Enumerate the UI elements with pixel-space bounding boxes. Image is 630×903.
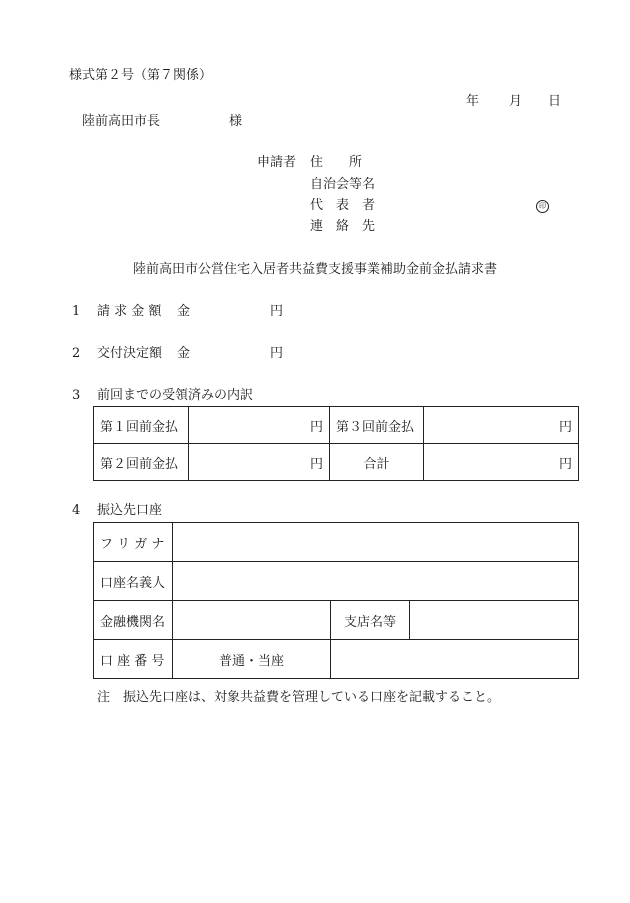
- addressee-honorific: 様: [229, 114, 243, 129]
- date-month: 月: [509, 94, 523, 109]
- footnote: 注 振込先口座は、対象共益費を管理している口座を記載すること。: [97, 690, 501, 705]
- item1-kin: 金: [177, 304, 191, 319]
- prepayment-table: [93, 406, 579, 481]
- bank-name-field[interactable]: [173, 601, 331, 640]
- item4-label: 振込先口座: [97, 503, 163, 518]
- applicant-representative-label: 代 表 者: [310, 198, 376, 213]
- account-number-field[interactable]: [331, 640, 579, 679]
- total-label: 合計: [330, 444, 424, 481]
- furigana-label: フ リ ガ ナ: [94, 523, 173, 562]
- item2-yen: 円: [270, 346, 284, 361]
- item2-kin: 金: [177, 346, 191, 361]
- prepay-2-label: 第２回前金払: [94, 444, 189, 481]
- item3-label: 前回までの受領済みの内訳: [97, 388, 254, 403]
- prepay-1-value[interactable]: 円: [189, 407, 330, 444]
- item1-label: 請 求 金 額: [97, 304, 162, 319]
- branch-name-field[interactable]: [410, 601, 579, 640]
- prepay-3-label: 第３回前金払: [330, 407, 424, 444]
- item1-yen: 円: [270, 304, 284, 319]
- branch-name-label: 支店名等: [331, 601, 410, 640]
- account-holder-label: 口座名義人: [94, 562, 173, 601]
- date-year: 年: [466, 94, 480, 109]
- applicant-association-label: 自治会等名: [310, 177, 376, 192]
- table-row: [94, 562, 579, 601]
- prepay-2-value[interactable]: 円: [189, 444, 330, 481]
- account-type-field[interactable]: 普通・当座: [173, 640, 331, 679]
- total-value[interactable]: 円: [424, 444, 579, 481]
- applicant-label: 申請者: [257, 155, 297, 170]
- seal-icon: 印: [536, 200, 549, 213]
- account-holder-field[interactable]: [173, 562, 579, 601]
- item4-number: 4: [72, 503, 81, 518]
- table-row: [94, 444, 579, 481]
- bank-account-table: [93, 522, 579, 679]
- applicant-address-label: 住 所: [310, 155, 363, 170]
- table-row: [94, 407, 579, 444]
- item3-number: 3: [72, 388, 81, 403]
- prepay-3-value[interactable]: 円: [424, 407, 579, 444]
- applicant-contact-label: 連 絡 先: [310, 219, 376, 234]
- bank-name-label: 金融機関名: [94, 601, 173, 640]
- table-row: [94, 601, 579, 640]
- item1-number: 1: [72, 304, 81, 319]
- table-row: [94, 523, 579, 562]
- furigana-field[interactable]: [173, 523, 579, 562]
- form-number: 様式第２号（第７関係）: [69, 68, 213, 83]
- date-day: 日: [548, 94, 562, 109]
- account-number-label: 口 座 番 号: [94, 640, 173, 679]
- item2-label: 交付決定額: [97, 346, 163, 361]
- addressee-name: 陸前高田市長: [82, 114, 161, 129]
- document-title: 陸前高田市公営住宅入居者共益費支援事業補助金前金払請求書: [132, 262, 497, 277]
- prepay-1-label: 第１回前金払: [94, 407, 189, 444]
- item2-number: 2: [72, 346, 81, 361]
- table-row: [94, 640, 579, 679]
